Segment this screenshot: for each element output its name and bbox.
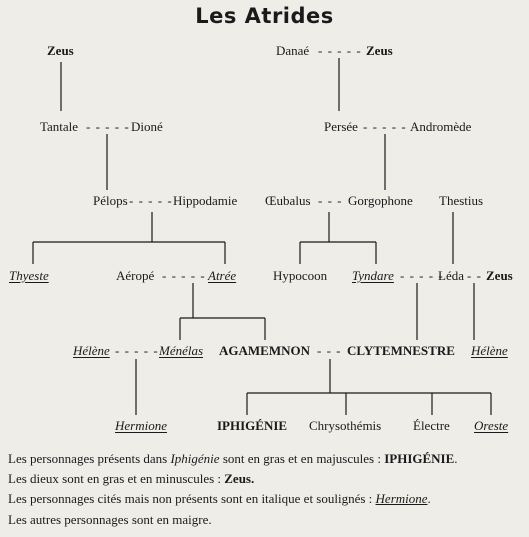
node-agamemnon: AGAMEMNON bbox=[219, 343, 310, 358]
node-persee: Persée bbox=[324, 119, 358, 134]
node-hermione: Hermione bbox=[115, 418, 167, 433]
node-dione: Dioné bbox=[131, 119, 163, 134]
node-tantale: Tantale bbox=[40, 119, 79, 134]
legend-text: sont en gras et en majuscules : bbox=[219, 451, 385, 466]
marriage-dash: - - - - - bbox=[115, 343, 159, 358]
node-pelops: Pélops bbox=[93, 193, 128, 208]
node-clytemnestre: CLYTEMNESTRE bbox=[347, 343, 455, 358]
legend-example-god: Zeus. bbox=[224, 471, 255, 486]
legend-example-bold-caps: IPHIGÉNIE bbox=[384, 451, 455, 466]
legend-text: Les personnages cités mais non présents sont en italique et soulignés : bbox=[8, 491, 376, 506]
node-zeus: Zeus bbox=[486, 268, 513, 283]
legend-text: Les dieux sont en gras et en minuscules : bbox=[8, 471, 225, 486]
legend-text: . bbox=[427, 491, 431, 506]
node-chrysothemis: Chrysothémis bbox=[309, 418, 382, 433]
legend-line-2 bbox=[8, 471, 254, 487]
node-andromede: Andromède bbox=[410, 119, 472, 134]
node-hippodamie: Hippodamie bbox=[173, 193, 238, 208]
legend-play-title: Iphigénie bbox=[170, 451, 220, 466]
legend-line-3 bbox=[8, 491, 431, 507]
node-gorgophone: Gorgophone bbox=[348, 193, 413, 208]
node-iphigenie: IPHIGÉNIE bbox=[217, 418, 288, 433]
marriage-dash: - - bbox=[467, 268, 482, 283]
marriage-dash: - - - - - bbox=[400, 268, 444, 283]
node-danae: Danaé bbox=[276, 43, 310, 58]
legend-text: . bbox=[454, 451, 458, 466]
node-oebalus: Œubalus bbox=[265, 193, 311, 208]
node-zeus: Zeus bbox=[366, 43, 393, 58]
node-aerope: Aéropé bbox=[116, 268, 155, 283]
node-helene: Hélène bbox=[471, 343, 508, 358]
node-thyeste: Thyeste bbox=[9, 268, 49, 283]
marriage-dash: - - - bbox=[318, 193, 343, 208]
marriage-dash: - - - bbox=[317, 343, 342, 358]
node-thestius: Thestius bbox=[439, 193, 484, 208]
node-leda: Léda bbox=[438, 268, 464, 283]
marriage-dash: - - - - - bbox=[129, 193, 173, 208]
node-zeus: Zeus bbox=[47, 43, 74, 58]
legend-example-italic: Hermione bbox=[375, 491, 428, 506]
marriage-dash: - - - - - bbox=[162, 268, 206, 283]
legend-line-1 bbox=[8, 451, 458, 467]
marriage-dash: - - - - - bbox=[363, 119, 407, 134]
node-electre: Électre bbox=[413, 418, 450, 433]
legend-text: Les personnages présents dans bbox=[8, 451, 171, 466]
node-hypocoon: Hypocoon bbox=[273, 268, 328, 283]
node-tyndare: Tyndare bbox=[352, 268, 394, 283]
diagram-title: Les Atrides bbox=[195, 4, 334, 28]
node-oreste: Oreste bbox=[474, 418, 509, 433]
node-menelas: Ménélas bbox=[159, 343, 204, 358]
node-helene: Hélène bbox=[73, 343, 110, 358]
marriage-dash: - - - - - bbox=[318, 43, 362, 58]
node-atree: Atrée bbox=[208, 268, 237, 283]
legend-line-4: Les autres personnages sont en maigre. bbox=[8, 512, 212, 527]
marriage-dash: - - - - - bbox=[86, 119, 130, 134]
